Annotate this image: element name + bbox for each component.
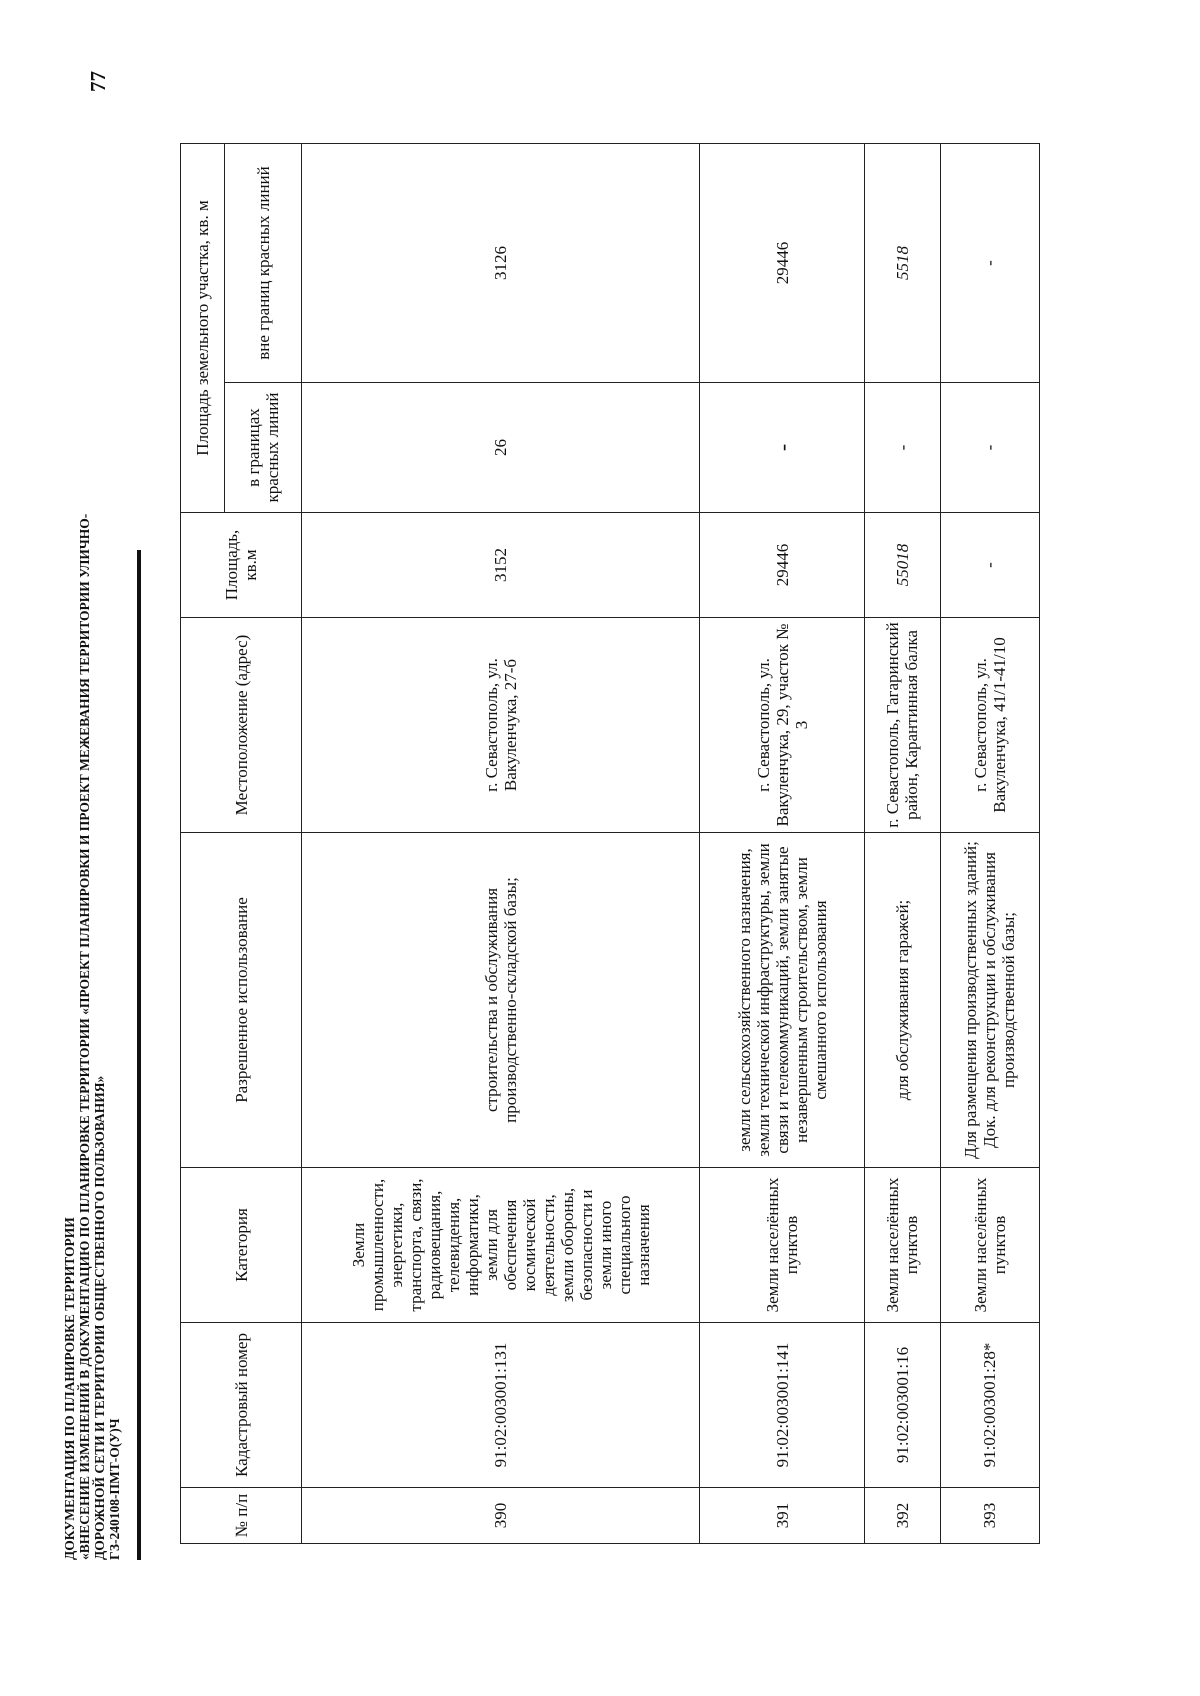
cell-cadastral: 91:02:003001:131 [302, 1323, 700, 1488]
cell-category: Земли населённых пунктов [865, 1168, 940, 1323]
cell-area: 55018 [865, 513, 940, 618]
cell-outside: 29446 [699, 143, 864, 382]
cell-inside: 26 [302, 383, 700, 513]
cell-inside: - [699, 383, 864, 513]
header-outside-red-lines: вне границ красных линий [224, 143, 301, 382]
header-line-2: «ВНЕСЕНИЕ ИЗМЕНЕНИЙ В ДОКУМЕНТАЦИЮ ПО ПЛАНИРОВКЕ ТЕРРИТОРИИ «ПРОЕКТ ПЛАНИРОВКИ И ПРОЕКТ МЕЖЕВАНИЯ ТЕРРИТОРИИ УЛИЧНО- [77, 513, 92, 1560]
cell-area: - [940, 513, 1039, 618]
cell-category: Земли населённых пунктов [940, 1168, 1039, 1323]
header-line-3: ДОРОЖНОЙ СЕТИ И ТЕРРИТОРИИ ОБЩЕСТВЕННОГО ПОЛЬЗОВАНИЯ» [92, 1075, 107, 1560]
header-num: № п/п [181, 1488, 302, 1544]
header-category: Категория [181, 1168, 302, 1323]
table-row [699, 143, 864, 1543]
header-cadastral: Кадастровый номер [181, 1323, 302, 1488]
cell-use: Для размещения производственных зданий; Док. для реконструкции и обслуживания производственной базы; [940, 833, 1039, 1168]
cell-outside: 3126 [302, 143, 700, 382]
cell-num: 392 [865, 1488, 940, 1544]
table-row [865, 143, 940, 1543]
header-location: Местоположение (адрес) [181, 618, 302, 833]
rotated-page-content [0, 20, 1100, 1560]
header-area: Площадь, кв.м [181, 513, 302, 618]
cell-category: Земли промышленности, энергетики, транспорта, связи, радиовещания, телевидения, информатики, земли для обеспечения космической деятельности, земли обороны, безопасности и земли иного специального назначения [302, 1168, 700, 1323]
cell-use: для обслуживания гаражей; [865, 833, 940, 1168]
table-row [302, 143, 700, 1543]
cell-num: 391 [699, 1488, 864, 1544]
table-header-row [181, 143, 225, 1543]
cell-use: строительства и обслуживания производственно-складской базы; [302, 833, 700, 1168]
cell-cadastral: 91:02:003001:28* [940, 1323, 1039, 1488]
document-code: ГЗ-240108-ПМТ-О(У)Ч [107, 1418, 122, 1560]
cell-area: 29446 [699, 513, 864, 618]
page-number: 77 [86, 71, 110, 92]
header-rule [137, 550, 141, 1560]
cell-location: г. Севастополь, ул. Вакуленчука, 29, участок № 3 [699, 618, 864, 833]
cell-category: Земли населённых пунктов [699, 1168, 864, 1323]
document-header [62, 20, 122, 1560]
table-row [940, 143, 1039, 1543]
cell-num: 393 [940, 1488, 1039, 1544]
cell-use: земли сельскохозяйственного назначения, земли технической инфраструктуры, земли связи и телекоммуникаций, земли занятые незавершенным строительством, земли смешанного использования [699, 833, 864, 1168]
cell-num: 390 [302, 1488, 700, 1544]
cell-location: г. Севастополь, ул. Вакуленчука, 41/1-41/10 [940, 618, 1039, 833]
cell-location: г. Севастополь, ул. Вакуленчука, 27-б [302, 618, 700, 833]
header-inside-red-lines: в границах красных линий [224, 383, 301, 513]
cell-outside: - [940, 143, 1039, 382]
cell-inside: - [940, 383, 1039, 513]
cell-cadastral: 91:02:003001:16 [865, 1323, 940, 1488]
cell-location: г. Севастополь, Гагаринский район, Карантинная балка [865, 618, 940, 833]
cell-area: 3152 [302, 513, 700, 618]
header-line-1: ДОКУМЕНТАЦИЯ ПО ПЛАНИРОВКЕ ТЕРРИТОРИИ [62, 1217, 77, 1560]
cell-outside: 5518 [865, 143, 940, 382]
cell-inside: - [865, 383, 940, 513]
header-plot-area: Площадь земельного участка, кв. м [181, 143, 225, 512]
header-use: Разрешенное использование [181, 833, 302, 1168]
land-plot-table [180, 143, 1040, 1544]
cell-cadastral: 91:02:003001:141 [699, 1323, 864, 1488]
